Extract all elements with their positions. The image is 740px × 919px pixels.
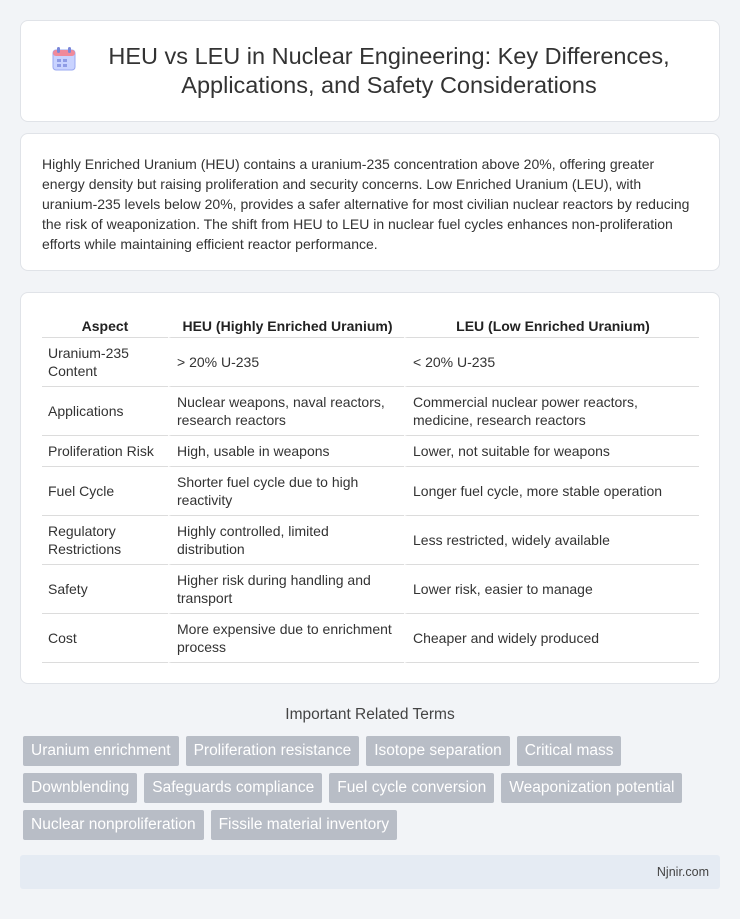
- comparison-table: [42, 311, 699, 663]
- footer: [20, 855, 720, 889]
- cell-leu: Lower, not suitable for weapons: [404, 436, 699, 467]
- term-chip[interactable]: Critical mass: [517, 736, 622, 766]
- comparison-card: [20, 292, 720, 684]
- term-chip[interactable]: Uranium enrichment: [23, 736, 179, 766]
- term-chip[interactable]: Downblending: [23, 773, 137, 803]
- cell-aspect: Uranium-235 Content: [42, 338, 168, 387]
- cell-aspect: Applications: [42, 387, 168, 436]
- calendar-icon: [51, 46, 77, 72]
- table-row: [42, 516, 699, 565]
- footer-site-link[interactable]: Njnir.com: [656, 865, 709, 879]
- header-aspect: Aspect: [42, 311, 168, 338]
- table-row: [42, 387, 699, 436]
- intro-paragraph: Highly Enriched Uranium (HEU) contains a uranium-235 concentration above 20%, offering greater energy density but raising proliferation and security concerns. Low Enriched Uranium (LEU), with uranium-235 levels below 20%, provides a safer alternative for most civilian nuclear reactors by reducing the risk of weaponization. The shift from HEU to LEU in nuclear fuel cycles enhances non-proliferation efforts while maintaining efficient reactor performance.: [42, 156, 690, 252]
- cell-heu: More expensive due to enrichment process: [168, 614, 404, 663]
- header-heu: HEU (Highly Enriched Uranium): [168, 311, 404, 338]
- cell-leu: Longer fuel cycle, more stable operation: [404, 467, 699, 516]
- term-chip[interactable]: Isotope separation: [366, 736, 510, 766]
- table-header-row: [42, 311, 699, 338]
- cell-heu: Shorter fuel cycle due to high reactivity: [168, 467, 404, 516]
- cell-leu: Commercial nuclear power reactors, medicine, research reactors: [404, 387, 699, 436]
- cell-heu: High, usable in weapons: [168, 436, 404, 467]
- table-row: [42, 338, 699, 387]
- cell-heu: Higher risk during handling and transport: [168, 565, 404, 614]
- cell-leu: < 20% U-235: [404, 338, 699, 387]
- intro-card: [20, 133, 720, 271]
- related-terms-heading: Important Related Terms: [285, 706, 455, 723]
- term-chip[interactable]: Proliferation resistance: [186, 736, 360, 766]
- cell-aspect: Regulatory Restrictions: [42, 516, 168, 565]
- term-chip[interactable]: Safeguards compliance: [144, 773, 322, 803]
- term-chip[interactable]: Fuel cycle conversion: [329, 773, 494, 803]
- cell-aspect: Proliferation Risk: [42, 436, 168, 467]
- cell-heu: Highly controlled, limited distribution: [168, 516, 404, 565]
- term-chip[interactable]: Weaponization potential: [501, 773, 682, 803]
- table-row: [42, 467, 699, 516]
- cell-aspect: Fuel Cycle: [42, 467, 168, 516]
- title-card: [20, 20, 720, 122]
- related-terms-list: [23, 736, 703, 840]
- term-chip[interactable]: Nuclear nonproliferation: [23, 810, 204, 840]
- header-leu: LEU (Low Enriched Uranium): [404, 311, 699, 338]
- cell-heu: > 20% U-235: [168, 338, 404, 387]
- table-row: [42, 436, 699, 467]
- cell-leu: Lower risk, easier to manage: [404, 565, 699, 614]
- title-wrap: [21, 21, 719, 121]
- page-title: HEU vs LEU in Nuclear Engineering: Key Differences, Applications, and Safety Considerations: [108, 43, 670, 98]
- table-row: [42, 565, 699, 614]
- table-row: [42, 614, 699, 663]
- cell-heu: Nuclear weapons, naval reactors, research reactors: [168, 387, 404, 436]
- cell-leu: Cheaper and widely produced: [404, 614, 699, 663]
- cell-aspect: Cost: [42, 614, 168, 663]
- cell-leu: Less restricted, widely available: [404, 516, 699, 565]
- term-chip[interactable]: Fissile material inventory: [211, 810, 398, 840]
- cell-aspect: Safety: [42, 565, 168, 614]
